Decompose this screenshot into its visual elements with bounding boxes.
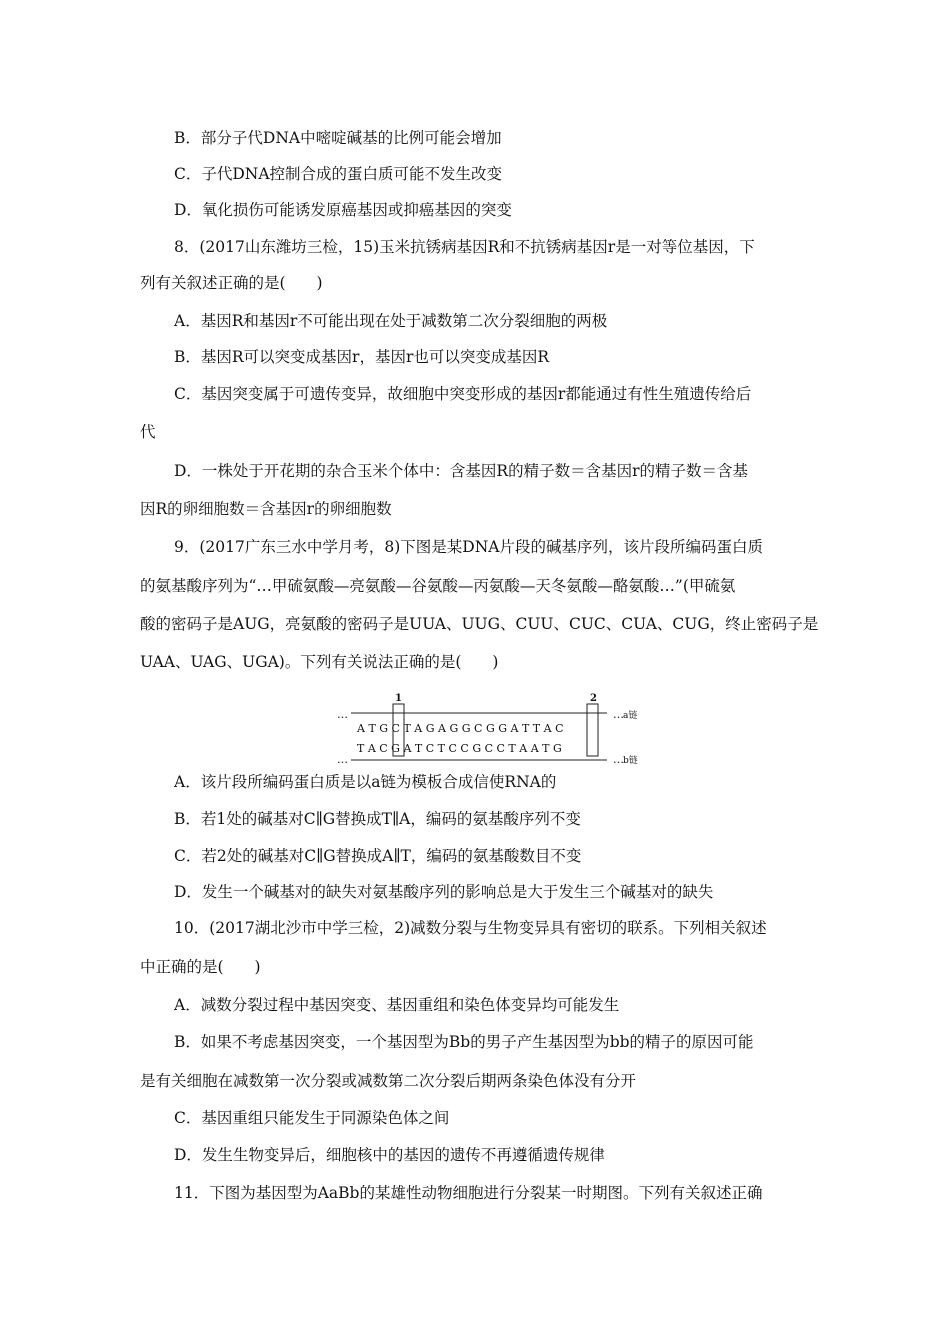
b-strand-label: b链 — [623, 756, 638, 766]
q10-option-b-line-1: B．如果不考虑基因突变，一个基因型为Bb的男子产生基因型为bb的精子的原因可能 — [174, 1033, 754, 1051]
q7-option-b: B．部分子代DNA中嘧啶碱基的比例可能会增加 — [174, 129, 502, 147]
q10-option-c: C．基因重组只能发生于同源染色体之间 — [174, 1109, 450, 1127]
marker-1-label: 1 — [395, 693, 402, 704]
a-strand-sequence: A T G C T A G A G G C G G A T T A C — [357, 722, 564, 735]
q8-option-d-line-1: D．一株处于开花期的杂合玉米个体中：含基因R的精子数＝含基因r的精子数＝含基 — [174, 462, 749, 480]
q9-option-b: B．若1处的碱基对C∥G替换成T∥A，编码的氨基酸序列不变 — [174, 810, 581, 828]
q10-option-d: D．发生生物变异后，细胞核中的基因的遗传不再遵循遗传规律 — [174, 1146, 605, 1164]
q10-option-b-line-2: 是有关细胞在减数第一次分裂或减数第二次分裂后期两条染色体没有分开 — [140, 1072, 637, 1090]
q9-stem-line-1: 9．(2017广东三水中学月考，8)下图是某DNA片段的碱基序列，该片段所编码蛋白质 — [174, 538, 763, 556]
a-strand-right-ellipsis: … — [613, 708, 624, 721]
marker-2-label: 2 — [590, 693, 597, 704]
q9-stem-line-4: UAA、UAG、UGA)。下列有关说法正确的是( ) — [140, 653, 499, 671]
b-strand-left-ellipsis: … — [337, 753, 348, 766]
q11-stem-line-1: 11．下图为基因型为AaBb的某雄性动物细胞进行分裂某一时期图。下列有关叙述正确 — [174, 1184, 763, 1202]
q10-option-a: A．减数分裂过程中基因突变、基因重组和染色体变异均可能发生 — [174, 996, 620, 1014]
q8-stem-line-1: 8．(2017山东潍坊三检，15)玉米抗锈病基因R和不抗锈病基因r是一对等位基因，下 — [174, 238, 755, 256]
q9-option-d: D．发生一个碱基对的缺失对氨基酸序列的影响总是大于发生三个碱基对的缺失 — [174, 883, 714, 901]
a-strand-label: a链 — [623, 711, 638, 721]
q8-stem-line-2: 列有关叙述正确的是( ) — [140, 274, 323, 292]
q9-option-c: C．若2处的碱基对C∥G替换成A∥T，编码的氨基酸数目不变 — [174, 847, 582, 865]
q8-option-c-line-1: C．基因突变属于可遗传变异，故细胞中突变形成的基因r都能通过有性生殖遗传给后 — [174, 385, 752, 403]
q8-option-a: A．基因R和基因r不可能出现在处于减数第二次分裂细胞的两极 — [174, 312, 608, 330]
b-strand-sequence: T A C G A T C T C C G C C T A A T G — [357, 742, 562, 755]
q9-stem-line-3: 酸的密码子是AUG，亮氨酸的密码子是UUA、UUG、CUU、CUC、CUA、CUG，终止密码子是 — [140, 615, 819, 633]
q8-option-b: B．基因R可以突变成基因r，基因r也可以突变成基因R — [174, 348, 550, 366]
site-2-box — [587, 704, 598, 756]
q8-option-c-line-2: 代 — [140, 423, 156, 441]
a-strand-left-ellipsis: … — [337, 708, 348, 721]
q7-option-d: D．氧化损伤可能诱发原癌基因或抑癌基因的突变 — [174, 201, 512, 219]
q8-option-d-line-2: 因R的卵细胞数＝含基因r的卵细胞数 — [140, 500, 392, 518]
q7-option-c: C．子代DNA控制合成的蛋白质可能不发生改变 — [174, 165, 503, 183]
dna-sequence-figure — [335, 690, 638, 770]
b-strand-right-ellipsis: … — [613, 753, 624, 766]
q9-stem-line-2: 的氨基酸序列为“…甲硫氨酸—亮氨酸—谷氨酸—丙氨酸—天冬氨酸—酪氨酸…”(甲硫氨 — [140, 577, 736, 595]
q9-option-a: A．该片段所编码蛋白质是以a链为模板合成信使RNA的 — [174, 773, 557, 791]
q10-stem-line-1: 10．(2017湖北沙市中学三检，2)减数分裂与生物变异具有密切的联系。下列相关叙述 — [174, 919, 767, 937]
q10-stem-line-2: 中正确的是( ) — [140, 958, 261, 976]
